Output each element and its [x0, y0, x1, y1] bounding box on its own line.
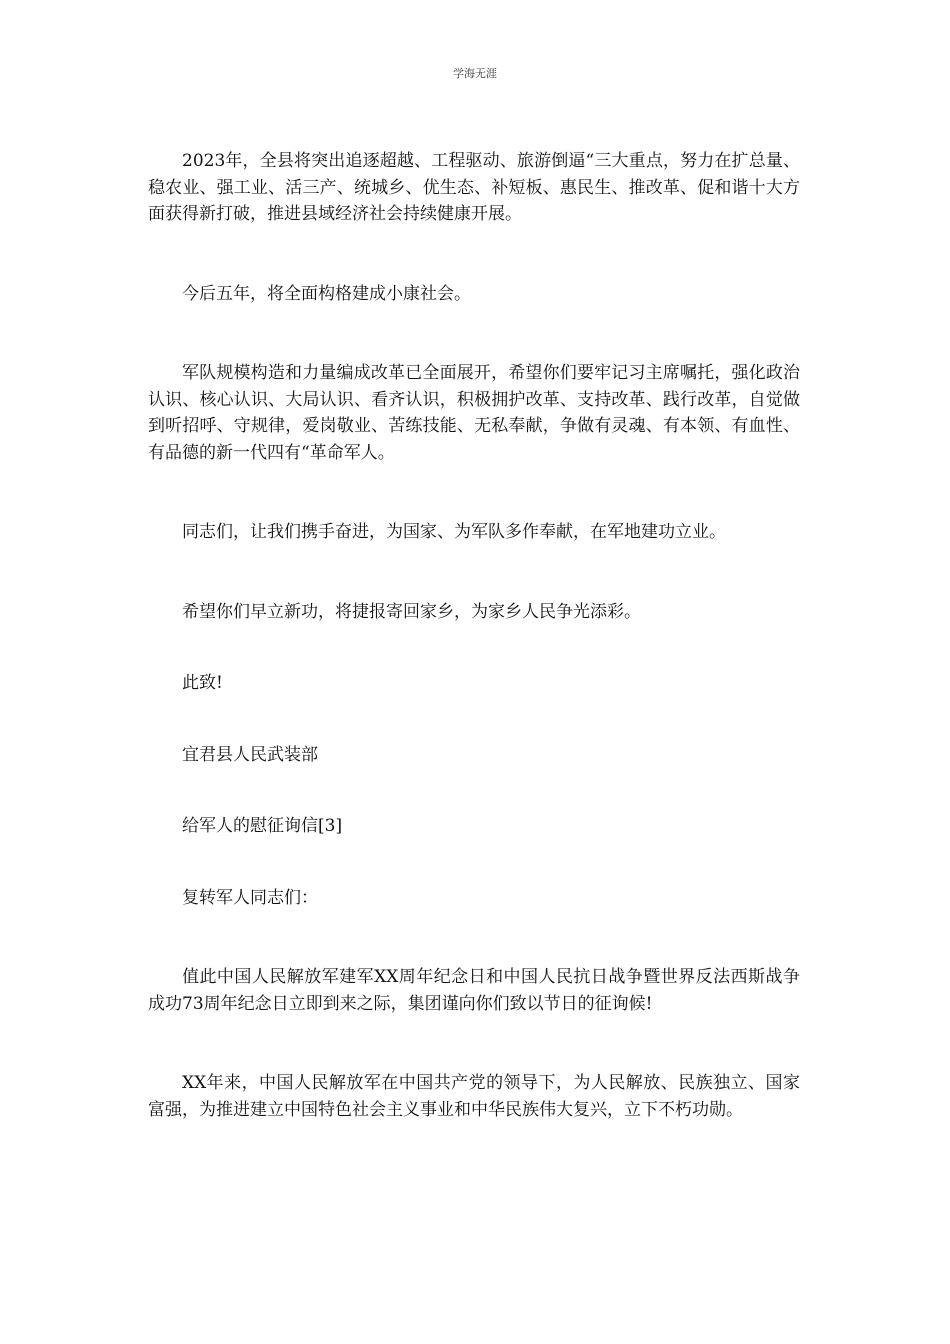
paragraph-military-reform: 军队规模构造和力量编成改革已全面展开，希望你们要牢记习主席嘱托，强化政治认识、核心认识、大局认识、看齐认识，积极拥护改革、支持改革、践行改革，自觉做到听招呼、守规律，爱岗敬业、苦练技能、无私奉献，争做有灵魂、有本领、有血性、有品德的新一代四有“革命军人。 [148, 363, 800, 463]
page-header: 学海无涯 [453, 67, 497, 80]
paragraph-letter-title: 给军人的慰征询信[3] [182, 816, 343, 836]
paragraph-five-years: 今后五年，将全面构格建成小康社会。 [182, 283, 471, 304]
paragraph-history: XX年来，中国人民解放军在中国共产党的领导下，为人民解放、民族独立、国家富强，为推进建立中国特色社会主义事业和中华民族伟大复兴，立下不朽功勋。 [148, 1073, 800, 1120]
paragraph-signature: 宜君县人民武装部 [182, 744, 318, 765]
document-body [148, 148, 800, 1123]
paragraph-comrades: 同志们，让我们携手奋进，为国家、为军队多作奉献，在军地建功立业。 [182, 522, 726, 542]
paragraph-anniversary: 值此中国人民解放军建军XX周年纪念日和中国人民抗日战争暨世界反法西斯战争成功73周年纪念日立即到来之际，集团谨向你们致以节日的征询候! [148, 967, 800, 1014]
paragraph-county-plan: 2023年，全县将突出追逐超越、工程驱动、旅游倒逼“三大重点，努力在扩总量、稳农业、强工业、活三产、统城乡、优生态、补短板、惠民生、推改革、促和谐十大方面获得新打破，推进县域经济社会持续健康开展。 [148, 151, 800, 224]
paragraph-greeting: 复转军人同志们： [182, 887, 318, 908]
paragraph-hope: 希望你们早立新功，将捷报寄回家乡，为家乡人民争光添彩。 [182, 601, 641, 622]
paragraph-salutation: 此致! [182, 673, 223, 693]
